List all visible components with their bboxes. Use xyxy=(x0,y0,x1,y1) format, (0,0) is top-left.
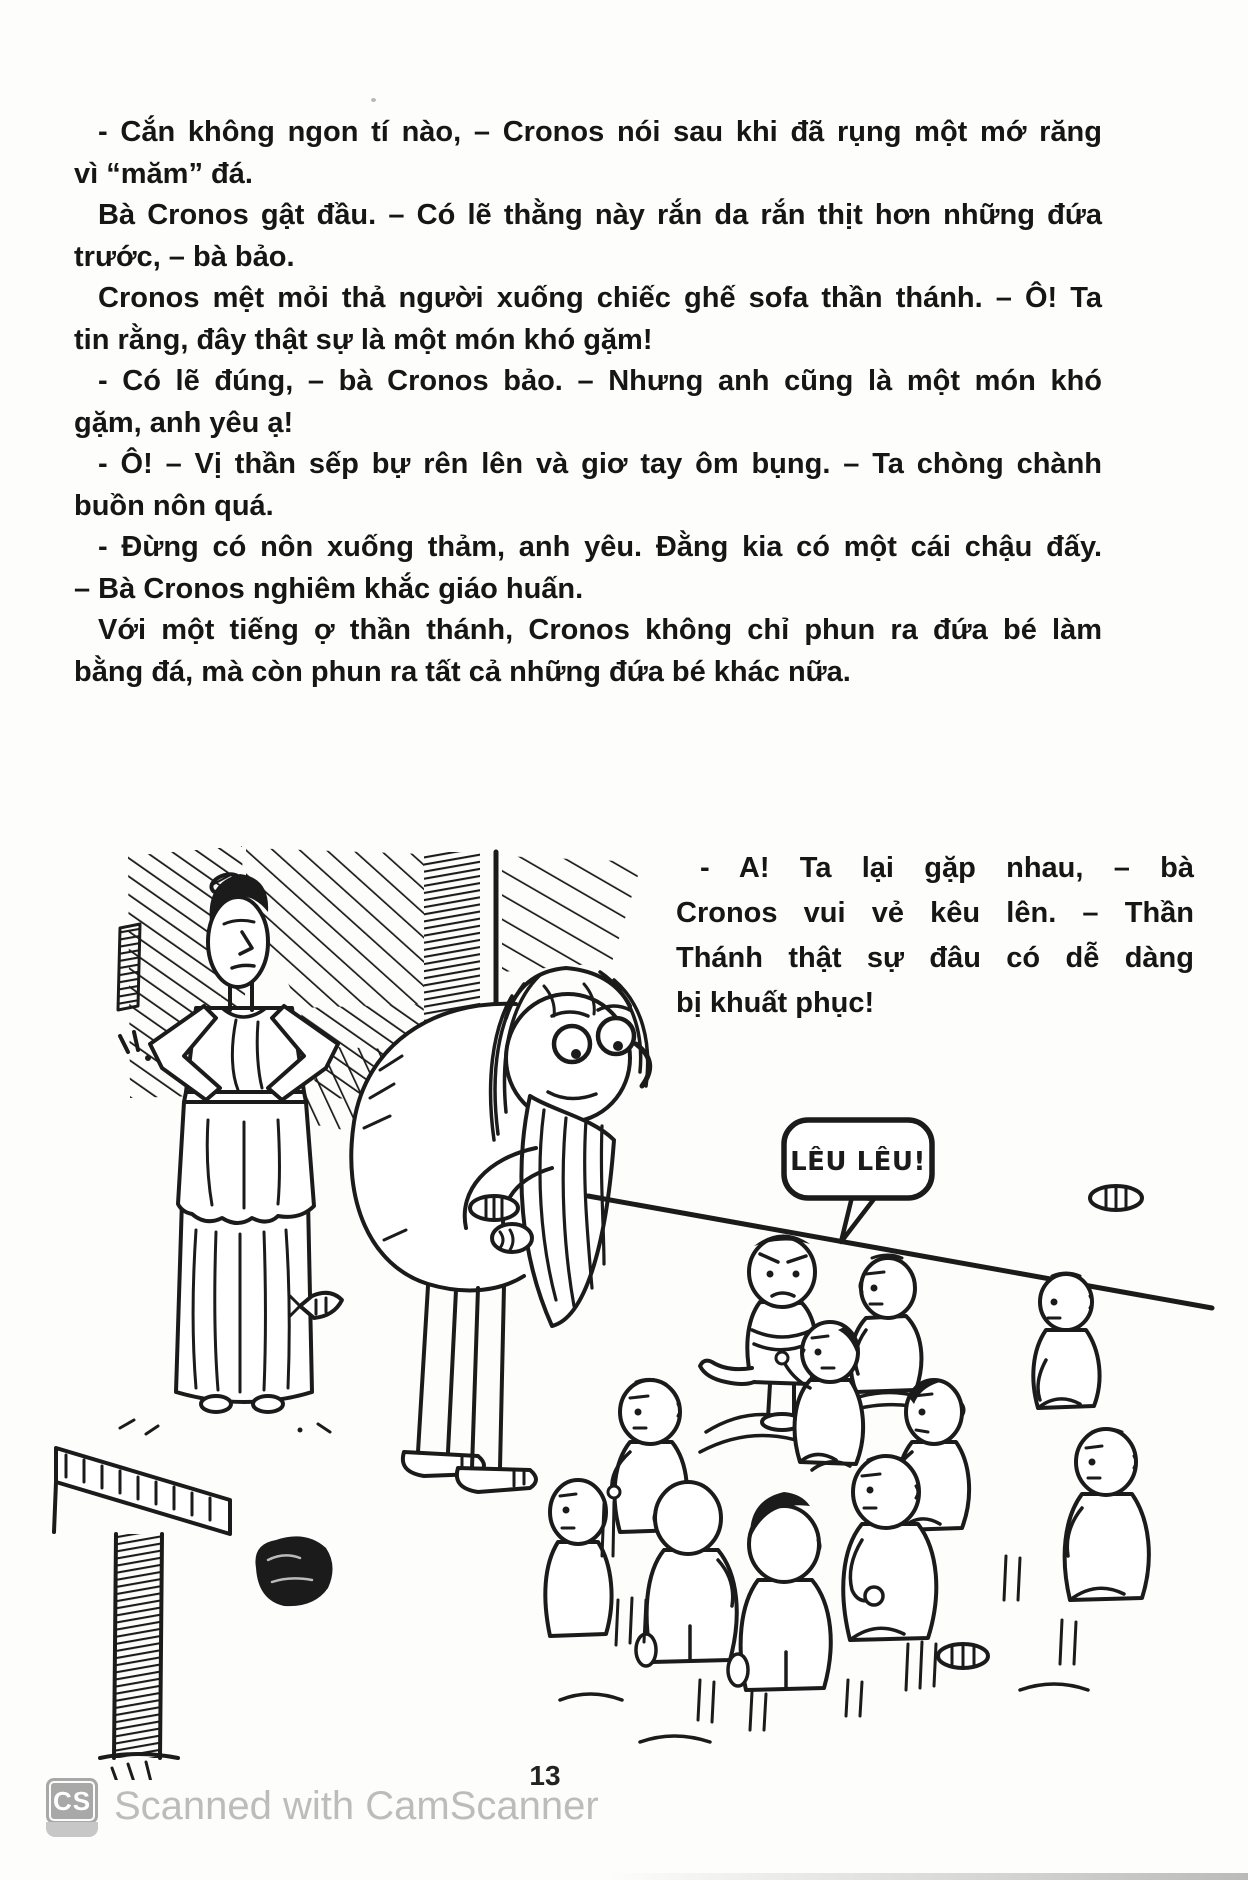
text-line: Thánh thật sự đâu có dễ dàng xyxy=(676,942,1194,974)
text-line: vì “măm” đá. xyxy=(74,157,253,190)
text-line: - Ô! – Vị thần sếp bự rên lên và giơ tay ôm bụng. – Ta chòng chành xyxy=(98,448,1102,480)
text-line: - Cắn không ngon tí nào, – Cronos nói sau khi đã rụng một mớ răng xyxy=(98,116,1102,148)
text-line: gặm, anh yêu ạ! xyxy=(74,406,294,439)
text-line: tin rằng, đây thật sự là một món khó gặm! xyxy=(74,323,653,356)
camscanner-logo-icon xyxy=(46,1778,98,1837)
babies-group xyxy=(545,1234,1149,1690)
cs-logo-text: CS xyxy=(46,1778,98,1824)
text-line: - Đừng có nôn xuống thảm, anh yêu. Đằng kia có một cái chậu đấy. xyxy=(98,531,1102,563)
page-number: 13 xyxy=(529,1760,561,1791)
table-leg xyxy=(100,1534,178,1758)
text-line: Cronos vui vẻ kêu lên. – Thần xyxy=(676,897,1194,929)
pebble-oval-2 xyxy=(1090,1186,1142,1210)
scan-speck xyxy=(371,98,376,102)
pebble-oval-3 xyxy=(938,1644,988,1668)
text-line: - A! Ta lại gặp nhau, – bà xyxy=(700,852,1194,884)
text-line: trước, – bà bảo. xyxy=(74,240,295,273)
baby-figure xyxy=(728,1492,831,1690)
story-text xyxy=(74,112,1102,693)
text-line: Với một tiếng ợ thần thánh, Cronos không chỉ phun ra đứa bé làm xyxy=(98,614,1102,646)
watermark-text: Scanned with CamScanner xyxy=(114,1784,599,1828)
cronos-figure xyxy=(351,968,649,1492)
text-line: buồn nôn quá. xyxy=(74,489,274,522)
speech-bubble-text: LÊU LÊU! xyxy=(790,1147,926,1177)
text-line: - Có lẽ đúng, – bà Cronos bảo. – Nhưng anh cũng là một món khó xyxy=(98,365,1102,397)
baby-figure xyxy=(545,1480,611,1636)
text-line: Cronos mệt mỏi thả người xuống chiếc ghế sofa thần thánh. – Ô! Ta xyxy=(98,282,1102,314)
speech-bubble xyxy=(784,1120,932,1242)
comic-illustration xyxy=(0,700,1248,1780)
text-line: bằng đá, mà còn phun ra tất cả những đứa bé khác nữa. xyxy=(74,655,851,688)
text-line: – Bà Cronos nghiêm khắc giáo huấn. xyxy=(74,572,584,605)
baby-figure xyxy=(1065,1429,1149,1600)
rock xyxy=(255,1536,332,1606)
table xyxy=(54,1448,230,1758)
camscanner-watermark xyxy=(46,1778,599,1837)
cs-logo-tab xyxy=(46,1822,98,1837)
text-line: Bà Cronos gật đầu. – Có lẽ thằng này rắn da rắn thịt hơn những đứa xyxy=(98,199,1102,231)
text-line: bị khuất phục! xyxy=(676,987,875,1019)
pebble-oval-1 xyxy=(470,1196,518,1220)
baby-figure xyxy=(1033,1273,1099,1408)
scan-edge-shadow xyxy=(608,1873,1248,1880)
